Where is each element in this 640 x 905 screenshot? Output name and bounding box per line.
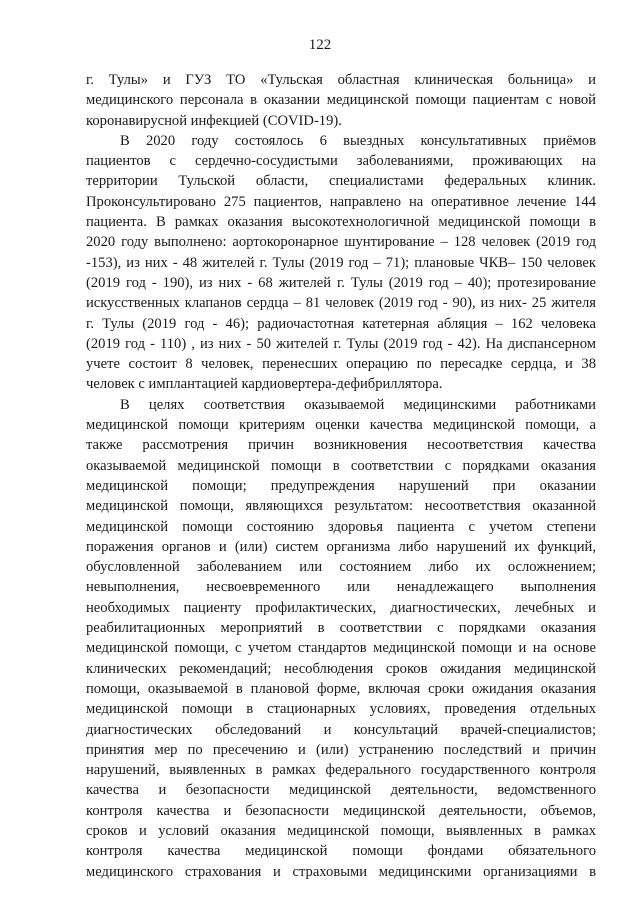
text-line: медицинской помощи, с учетом стандартов медицинской помощи и на основе [86,640,596,657]
text-line: обусловленной заболеванием или состоянием либо их осложнением; [86,559,596,576]
text-line: принятия мер по пресечению и (или) устранению последствий и причин [86,741,596,758]
text-line: -153), из них - 48 жителей г. Тулы (2019 год – 71); плановые ЧКВ– 150 человек [86,254,596,271]
text-line: 2020 году выполнено: аортокоронарное шунтирование – 128 человек (2019 год [86,234,596,251]
text-line: реабилитационных мероприятий в соответствии с порядками оказания [86,620,596,637]
text-line: медицинской помощи в стационарных условиях, проведения отдельных [86,701,596,718]
text-line: нарушений, выявленных в рамках федерального государственного контроля [86,762,596,779]
text-line: медицинской помощи критериям оценки качества медицинской помощи, а [86,417,596,434]
text-line: пациентов с сердечно-сосудистыми заболеваниями, проживающих на [86,153,596,170]
text-line: учете состоит 8 человек, перенесших операцию по пересадке сердца, и 38 [86,356,596,373]
text-line: сроков и условий оказания медицинской помощи, выявленных в рамках [86,822,596,839]
paragraph-1 [86,70,596,131]
text-line: г. Тулы (2019 год - 46); радиочастотная катетерная абляция – 162 человека [86,315,596,332]
text-line: медицинского персонала в оказании медицинской помощи пациентам с новой [86,92,596,109]
text-line: г. Тулы» и ГУЗ ТО «Тульская областная клиническая больница» и [86,72,596,88]
text-line: клинических рекомендаций; несоблюдения сроков ожидания медицинской [86,660,596,677]
text-line: медицинской помощи, являющихся результатом: несоответствия оказанной [86,498,596,515]
text-line: (2019 год - 190), из них - 68 жителей г. Тулы (2019 год – 40); протезирование [86,274,596,291]
paragraph-2 [86,131,596,395]
text-line: необходимых пациенту профилактических, диагностических, лечебных и [86,599,596,616]
text-line: помощи, оказываемой в плановой форме, включая сроки ожидания оказания [86,680,596,697]
text-line: также рассмотрения причин возникновения несоответствия качества [86,437,596,454]
text-line: Проконсультировано 275 пациентов, направлено на оперативное лечение 144 [86,193,596,210]
text-line: качества и безопасности медицинской деятельности, ведомственного [86,782,596,799]
text-line: контроля качества медицинской помощи фондами обязательного [86,843,596,860]
paragraph-3 [86,395,596,882]
text-line: В 2020 году состоялось 6 выездных консультативных приёмов [120,132,596,149]
text-line: В целях соответствия оказываемой медицинскими работниками [120,396,596,413]
text-line: медицинского страхования и страховыми медицинскими организациями в [86,863,596,880]
text-line: невыполнения, несвоевременного или ненадлежащего выполнения [86,579,596,596]
text-line: медицинской помощи состоянию здоровья пациента с учетом степени [86,518,596,535]
text-line: контроля качества и безопасности медицинской деятельности, объемов, [86,802,596,819]
text-line: коронавирусной инфекцией (COVID-19). [86,112,342,129]
text-line: оказываемой медицинской помощи в соответствии с порядками оказания [86,457,596,474]
text-line: человек с имплантацией кардиовертера-дефибриллятора. [86,376,443,393]
text-line: территории Тульской области, специалистами федеральных клиник. [86,173,596,190]
text-line: диагностических обследований и консультаций врачей-специалистов; [86,721,596,738]
document-body [86,70,596,882]
page-number: 122 [308,37,332,53]
text-line: поражения органов и (или) систем организма либо нарушений их функций, [86,538,596,555]
text-line: медицинской помощи; предупреждения нарушений при оказании [86,477,596,494]
text-line: пациента. В рамках оказания высокотехнологичной медицинской помощи в [86,214,596,231]
text-line: искусственных клапанов сердца – 81 человек (2019 год - 90), из них- 25 жителя [86,295,596,312]
text-line: (2019 год - 110) , из них - 50 жителей г. Тулы (2019 год - 42). На диспансерном [86,335,596,352]
